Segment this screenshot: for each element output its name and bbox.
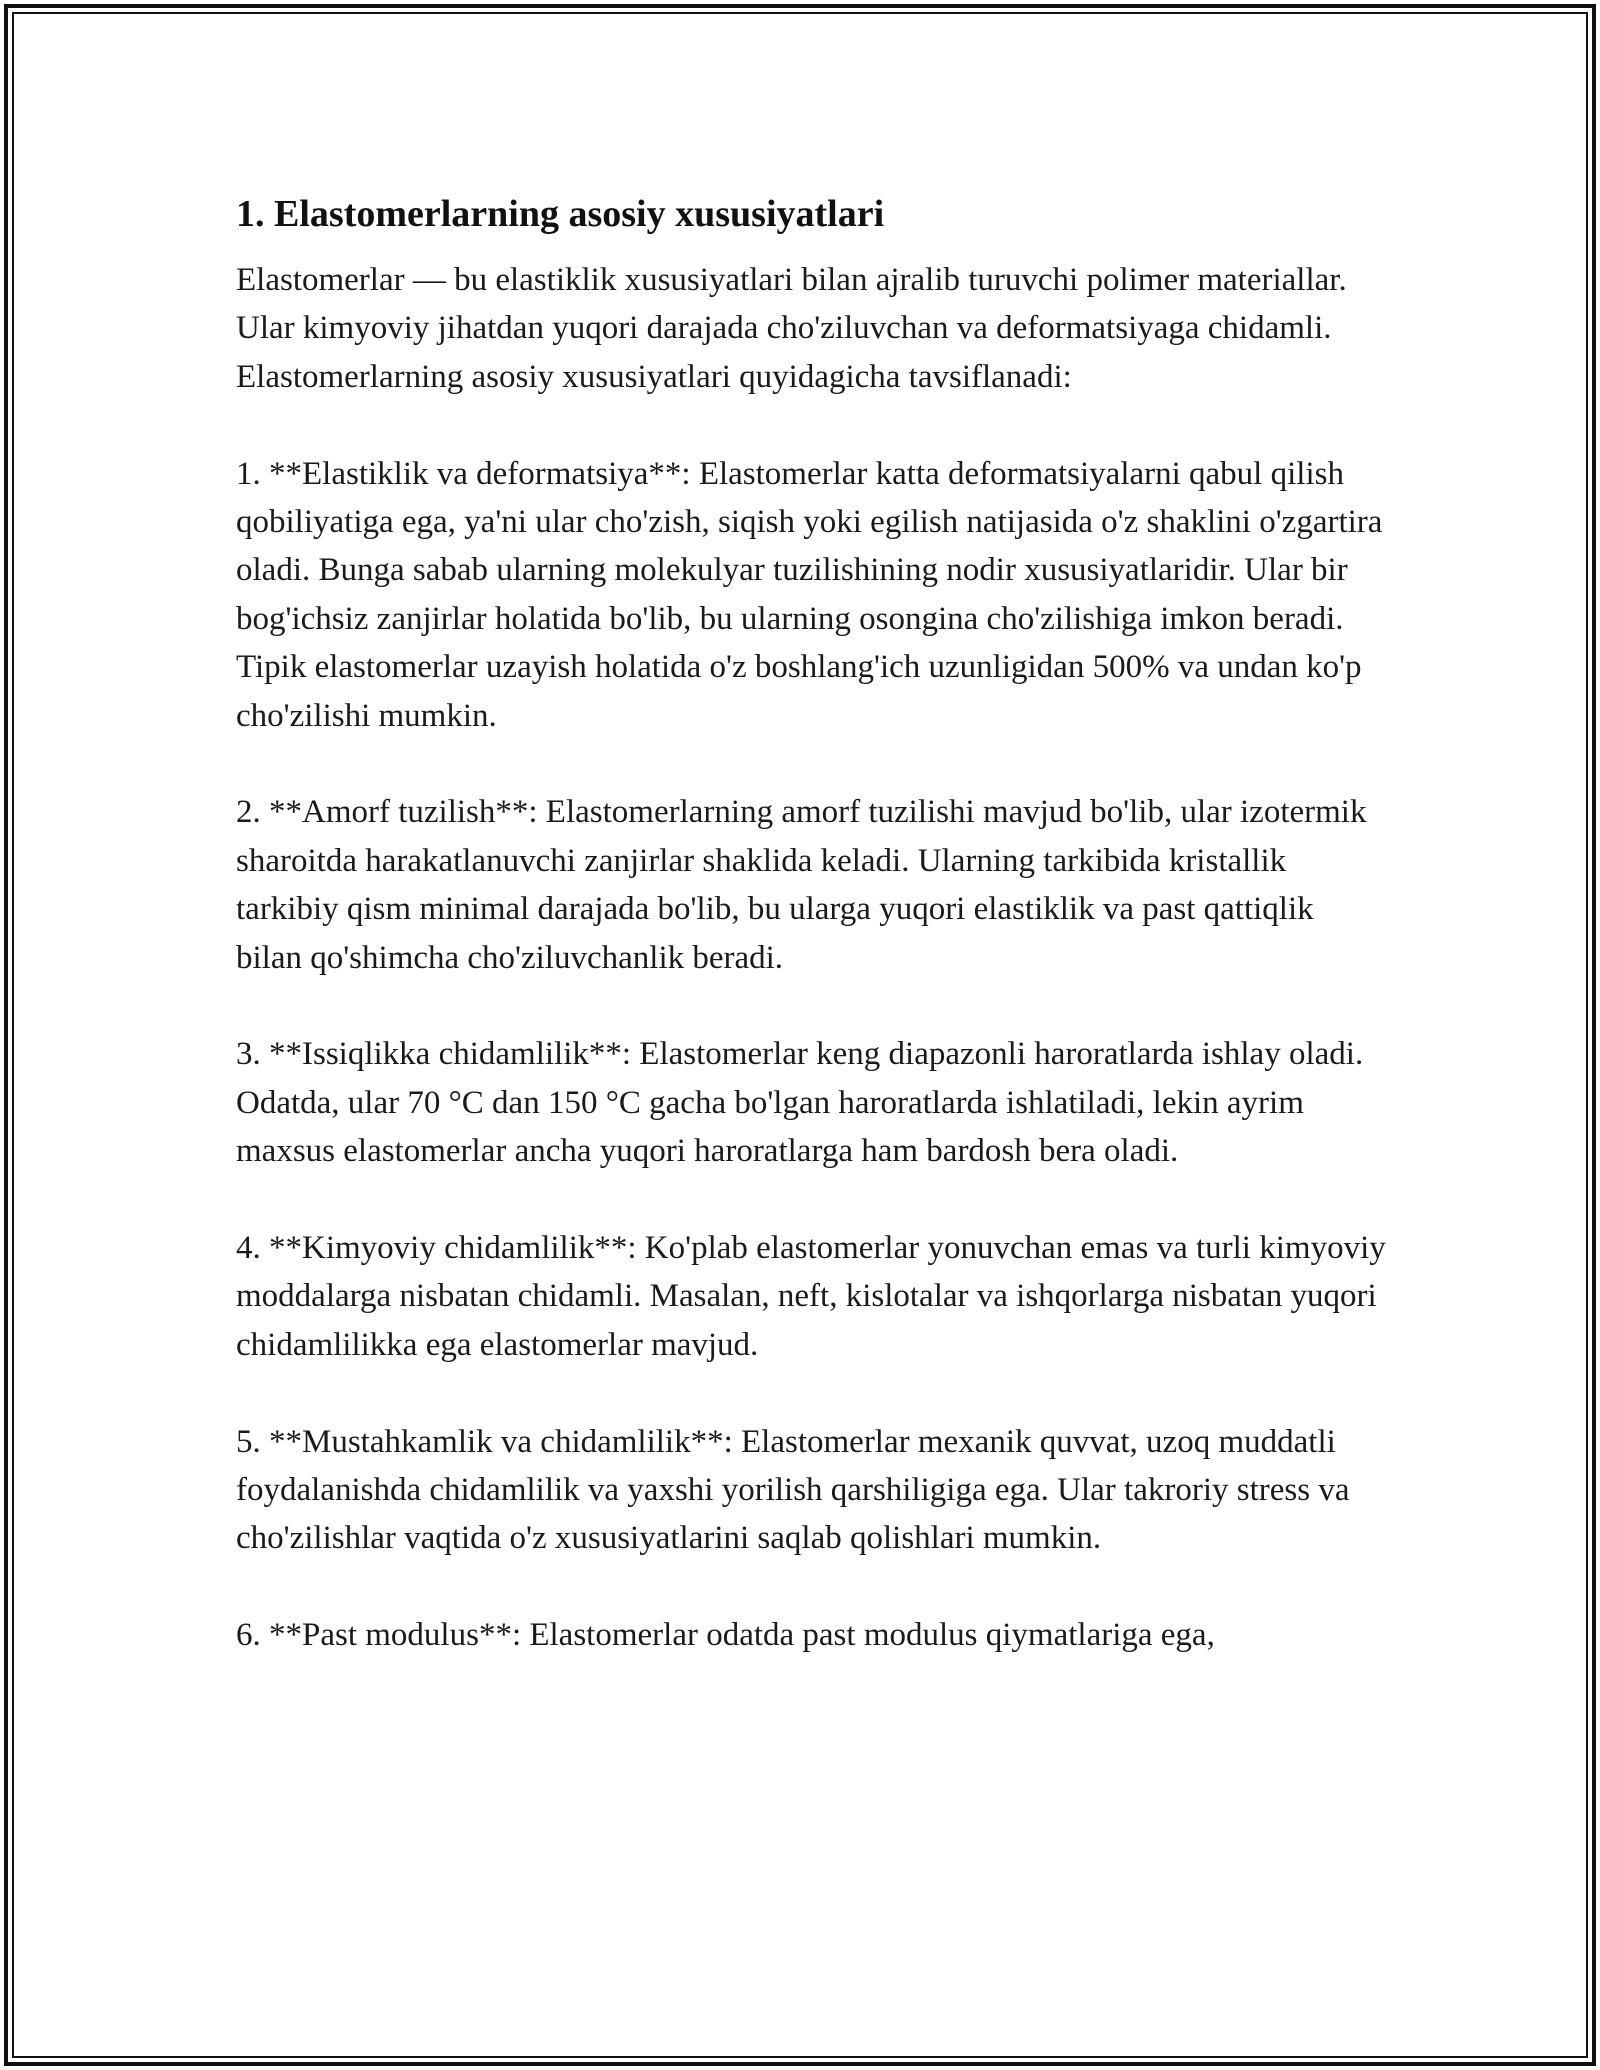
intro-paragraph: Elastomerlar — bu elastiklik xususiyatlari bilan ajralib turuvchi polimer materiallar. Ular kimyoviy jihatdan yuqori darajada cho'ziluvchan va deformatsiyaga chidamli. Elastomerlarning asosiy xususiyatlari quyidagicha tavsiflanadi: bbox=[236, 262, 1347, 395]
list-item-amorphous-structure: 2. **Amorf tuzilish**: Elastomerlarning amorf tuzilishi mavjud bo'lib, ular izotermik sharoitda harakatlanuvchi zanjirlar shaklida keladi. Ularning tarkibida kristallik tarkibiy qism minimal darajada bo'lib, bu ularga yuqori elastiklik va past qattiqlik bilan qo'shimcha cho'ziluvchanlik beradi. bbox=[236, 794, 1367, 976]
document-body bbox=[236, 186, 1386, 1708]
list-item-low-modulus: 6. **Past modulus**: Elastomerlar odatda past modulus qiymatlariga ega, bbox=[236, 1617, 1215, 1654]
list-item-strength-durability: 5. **Mustahkamlik va chidamlilik**: Elastomerlar mexanik quvvat, uzoq muddatli foydalanishda chidamlilik va yaxshi yorilish qarshiligiga ega. Ular takroriy stress va cho'zilishlar vaqtida o'z xususiyatlarini saqlab qolishlari mumkin. bbox=[236, 1423, 1350, 1557]
list-item-chemical-resistance: 4. **Kimyoviy chidamlilik**: Ko'plab elastomerlar yonuvchan emas va turli kimyoviy moddalarga nisbatan chidamli. Masalan, neft, kislotalar va ishqorlarga nisbatan yuqori chidamlilikka ega elastomerlar mavjud. bbox=[236, 1230, 1386, 1363]
list-item-elasticity: 1. **Elastiklik va deformatsiya**: Elastomerlar katta deformatsiyalarni qabul qilish qobiliyatiga ega, ya'ni ular cho'zish, siqish yoki egilish natijasida o'z shaklini o'zgartira oladi. Bunga sabab ularning molekulyar tuzilishining nodir xususiyatlaridir. Ular bir bog'ichsiz zanjirlar holatida bo'lib, bu ularning osongina cho'zilishiga imkon beradi. Tipik elastomerlar uzayish holatida o'z boshlang'ich uzunligidan 500% va undan ko'p cho'zilishi mumkin. bbox=[236, 455, 1383, 734]
section-heading: 1. Elastomerlarning asosiy xususiyatlari bbox=[236, 193, 885, 235]
list-item-heat-resistance: 3. **Issiqlikka chidamlilik**: Elastomerlar keng diapazonli haroratlarda ishlay oladi. Odatda, ular 70 °C dan 150 °C gacha bo'lgan haroratlarda ishlatiladi, lekin ayrim maxsus elastomerlar ancha yuqori haroratlarga ham bardosh bera oladi. bbox=[236, 1036, 1364, 1170]
